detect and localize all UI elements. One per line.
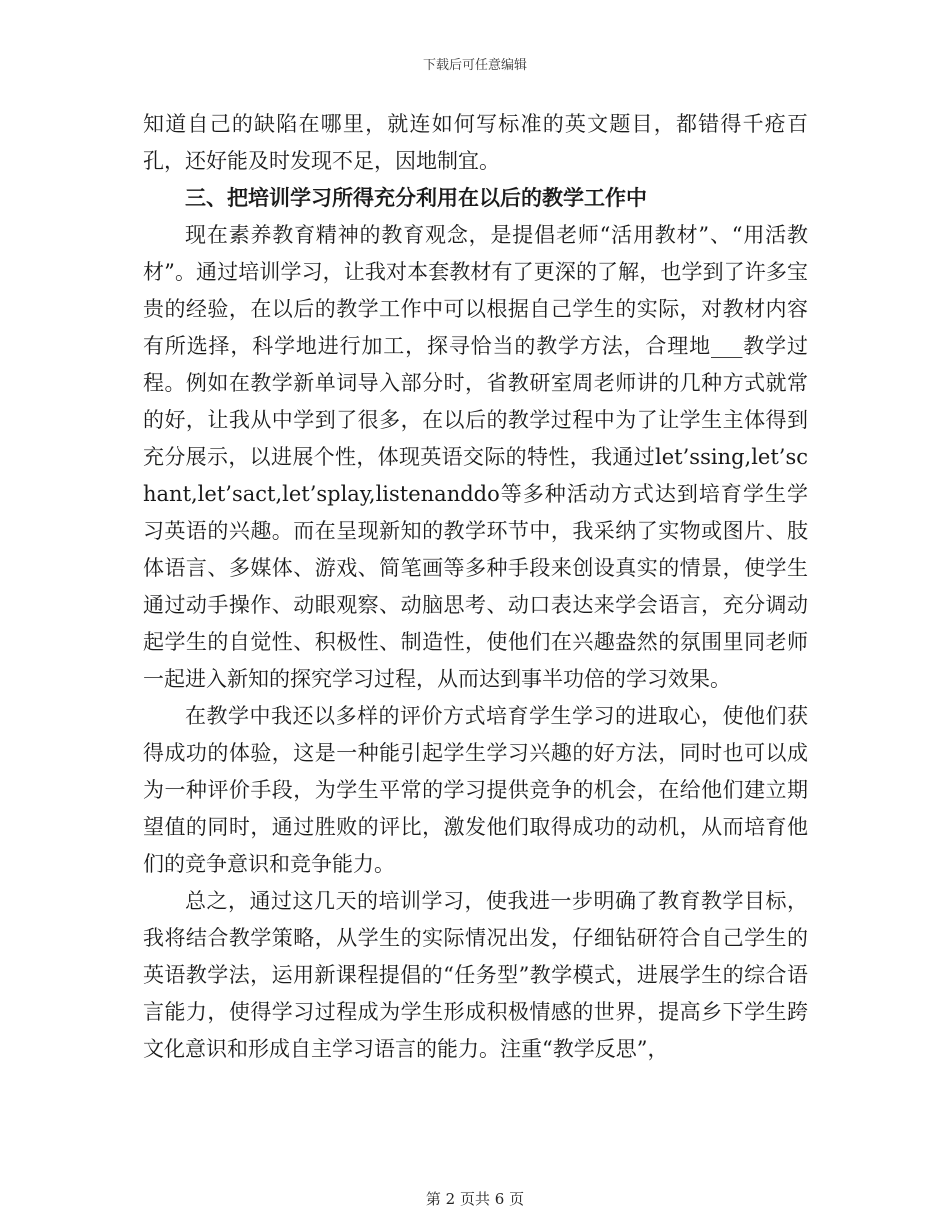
document-body: [143, 106, 808, 1068]
paragraph-3: 在教学中我还以多样的评价方式培育学生学习的进取心，使他们获得成功的体验，这是一种能引起学生学习兴趣的好方法，同时也可以成为一种评价手段，为学生平常的学习提供竞争的机会，在给他们建立期望值的同时，通过胜败的评比，激发他们取得成功的动机，从而培育他们的竞争意识和竞争能力。: [143, 704, 808, 876]
paragraph-1: 知道自己的缺陷在哪里，就连如何写标准的英文题目，都错得千疮百孔，还好能及时发现不足，因地制宜。: [143, 112, 808, 173]
page-header: 下载后可任意编辑: [422, 58, 527, 73]
page-footer: 第 2 页共 6 页: [425, 1190, 525, 1208]
paragraph-2: 现在素养教育精神的教育观念，是提倡老师“活用教材”、“用活教材”。通过培训学习，让我对本套教材有了更深的了解，也学到了许多宝贵的经验，在以后的教学工作中可以根据自己学生的实际，对教材内容有所选择，科学地进行加工，探寻恰当的教学方法，合理地___教学过程。例如在教学新单词导入部分时，省教研室周老师讲的几种方式就常的好，让我从中学到了很多，在以后的教学过程中为了让学生主体得到充分展示，以进展个性，体现英语交际的特性，我通过let’ssing,let’schant,let’sact,let’splay,listenanddo等多种活动方式达到培育学生学习英语的兴趣。而在呈现新知的教学环节中，我采纳了实物或图片、肢体语言、多媒体、游戏、简笔画等多种手段来创设真实的情景，使学生通过动手操作、动眼观察、动脑思考、动口表达来学会语言，充分调动起学生的自觉性、积极性、制造性，使他们在兴趣盎然的氛围里同老师一起进入新知的探究学习过程，从而达到事半功倍的学习效果。: [143, 223, 808, 691]
section-heading: 三、把培训学习所得充分利用在以后的教学工作中: [185, 186, 647, 210]
paragraph-4: 总之，通过这几天的培训学习，使我进一步明确了教育教学目标，我将结合教学策略，从学生的实际情况出发，仔细钻研符合自己学生的英语教学法，运用新课程提倡的“任务型”教学模式，进展学生的综合语言能力，使得学习过程成为学生形成积极情感的世界，提高乡下学生跨文化意识和形成自主学习语言的能力。注重“教学反思”，: [143, 889, 808, 1061]
